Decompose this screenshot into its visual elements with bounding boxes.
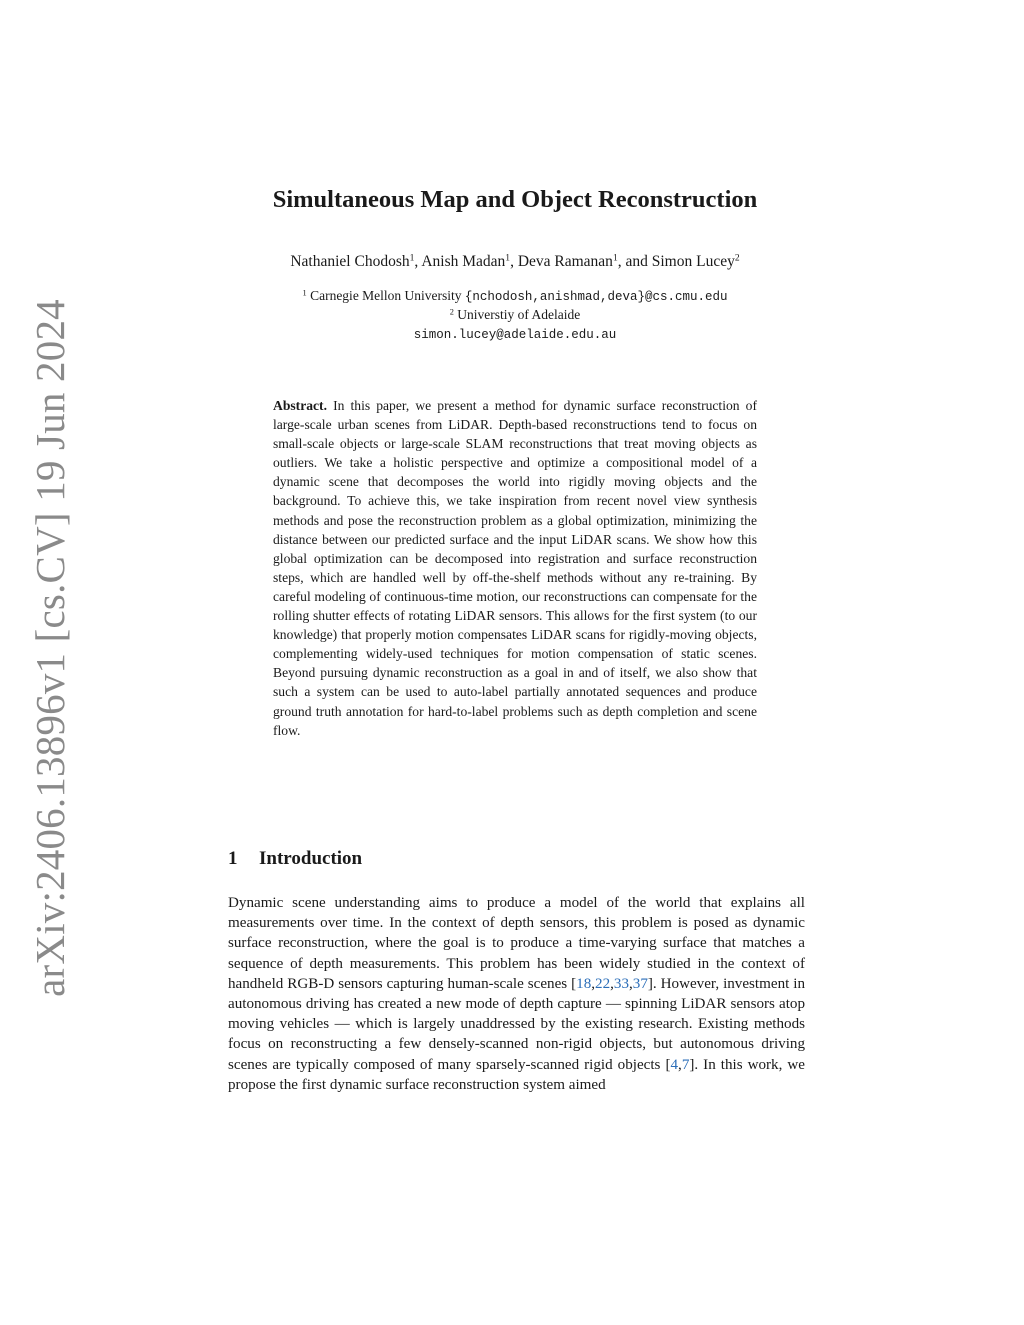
paper-title: Simultaneous Map and Object Reconstruction — [272, 186, 758, 213]
citation-link[interactable]: 22 — [595, 975, 611, 992]
introduction-paragraph — [228, 893, 805, 1095]
author-name: Simon Lucey — [651, 253, 735, 270]
affiliation-name: Carnegie Mellon University — [310, 288, 462, 303]
author-name: Anish Madan — [421, 253, 506, 270]
intro-text: Dynamic scene understanding aims to produce a model of the world that explains all measurements over time. In the context of depth sensors, this problem is posed as dynamic surface reconstruction, where the goal is to produce a time-varying surface that matches a sequence of depth measurements. This problem has been widely studied in the context of handheld RGB-D sensors capturing human-scale scenes [ — [228, 895, 805, 992]
affiliation-name: Universtiy of Adelaide — [457, 307, 581, 322]
author-separator: , — [414, 253, 422, 270]
citation-separator: , — [591, 975, 596, 992]
citation-link[interactable]: 37 — [632, 975, 648, 992]
author-list — [200, 253, 830, 271]
citation-separator: , — [629, 975, 633, 992]
author-separator: , and — [617, 253, 652, 270]
affiliation-mark: 2 — [734, 252, 740, 264]
affiliation-line-1 — [200, 288, 830, 304]
citation-link[interactable]: 33 — [613, 975, 629, 992]
affiliation-email: simon.lucey@adelaide.edu.au — [413, 328, 617, 342]
affiliation-mark: 1 — [612, 252, 618, 264]
citation-link[interactable]: 18 — [576, 975, 592, 992]
citation-separator: , — [610, 975, 614, 992]
affiliation-mark: 1 — [409, 252, 415, 264]
citation-separator: , — [678, 1056, 682, 1073]
section-heading — [228, 848, 362, 870]
section-title: Introduction — [259, 848, 363, 869]
abstract-text: In this paper, we present a method for dynamic surface reconstruction of large-scale urban scenes from LiDAR. Depth-based reconstructions tend to focus on small-scale objects or large-scale SLAM reconstructions that treat moving objects as outliers. We take a holistic perspective and optimize a compositional model of a dynamic scene that decomposes the world into rigidly moving objects and the background. To achieve this, we take inspiration from recent novel view synthesis methods and pose the reconstruction problem as a global optimization, minimizing the distance between our predicted surface and the input LiDAR scans. We show how this global optimization can be decomposed into registration and surface reconstruction steps, which are handled well by off-the-shelf methods without any re-training. By careful modeling of continuous-time motion, our reconstructions can compensate for the rolling shutter effects of rotating LiDAR sensors. This allows for the first system (to our knowledge) that properly motion compensates LiDAR scans for rigidly-moving objects, complementing widely-used techniques for motion compensation of static scenes. Beyond pursuing dynamic reconstruction as a goal in and of itself, we also show that such a system can be used to auto-label partially annotated sequences and produce ground truth annotation for hard-to-label problems such as depth completion and scene flow. — [273, 398, 757, 738]
citation-link[interactable]: 4 — [670, 1056, 679, 1073]
affiliation-mark: 1 — [302, 288, 307, 298]
arxiv-identifier-stamp: arXiv:2406.13896v1 [cs.CV] 19 Jun 2024 — [27, 299, 73, 997]
citation-link[interactable]: 7 — [681, 1056, 690, 1073]
intro-text: ]. However, investment in autonomous driving has created a new mode of depth capture — spinning LiDAR sensors atop moving vehicles — which is largely unaddressed by the existing research. Existing methods focus on reconstructing a few densely-scanned non-rigid objects, but autonomous driving scenes are typically composed of many sparsely-scanned rigid objects [ — [228, 975, 805, 1073]
affiliation-line-3 — [200, 326, 830, 342]
affiliation-line-2 — [200, 307, 830, 323]
affiliation-email: {nchodosh,anishmad,deva}@cs.cmu.edu — [464, 290, 728, 304]
affiliation-mark: 2 — [449, 307, 454, 317]
author-name: Deva Ramanan — [517, 253, 613, 270]
author-name: Nathaniel Chodosh — [290, 253, 410, 270]
section-number: 1 — [228, 848, 238, 869]
abstract — [273, 396, 757, 740]
intro-text: ]. In this work, we propose the first dynamic surface reconstruction system aimed — [228, 1056, 805, 1093]
abstract-label: Abstract. — [273, 398, 327, 413]
affiliation-mark: 1 — [505, 252, 511, 264]
author-separator: , — [510, 253, 518, 270]
